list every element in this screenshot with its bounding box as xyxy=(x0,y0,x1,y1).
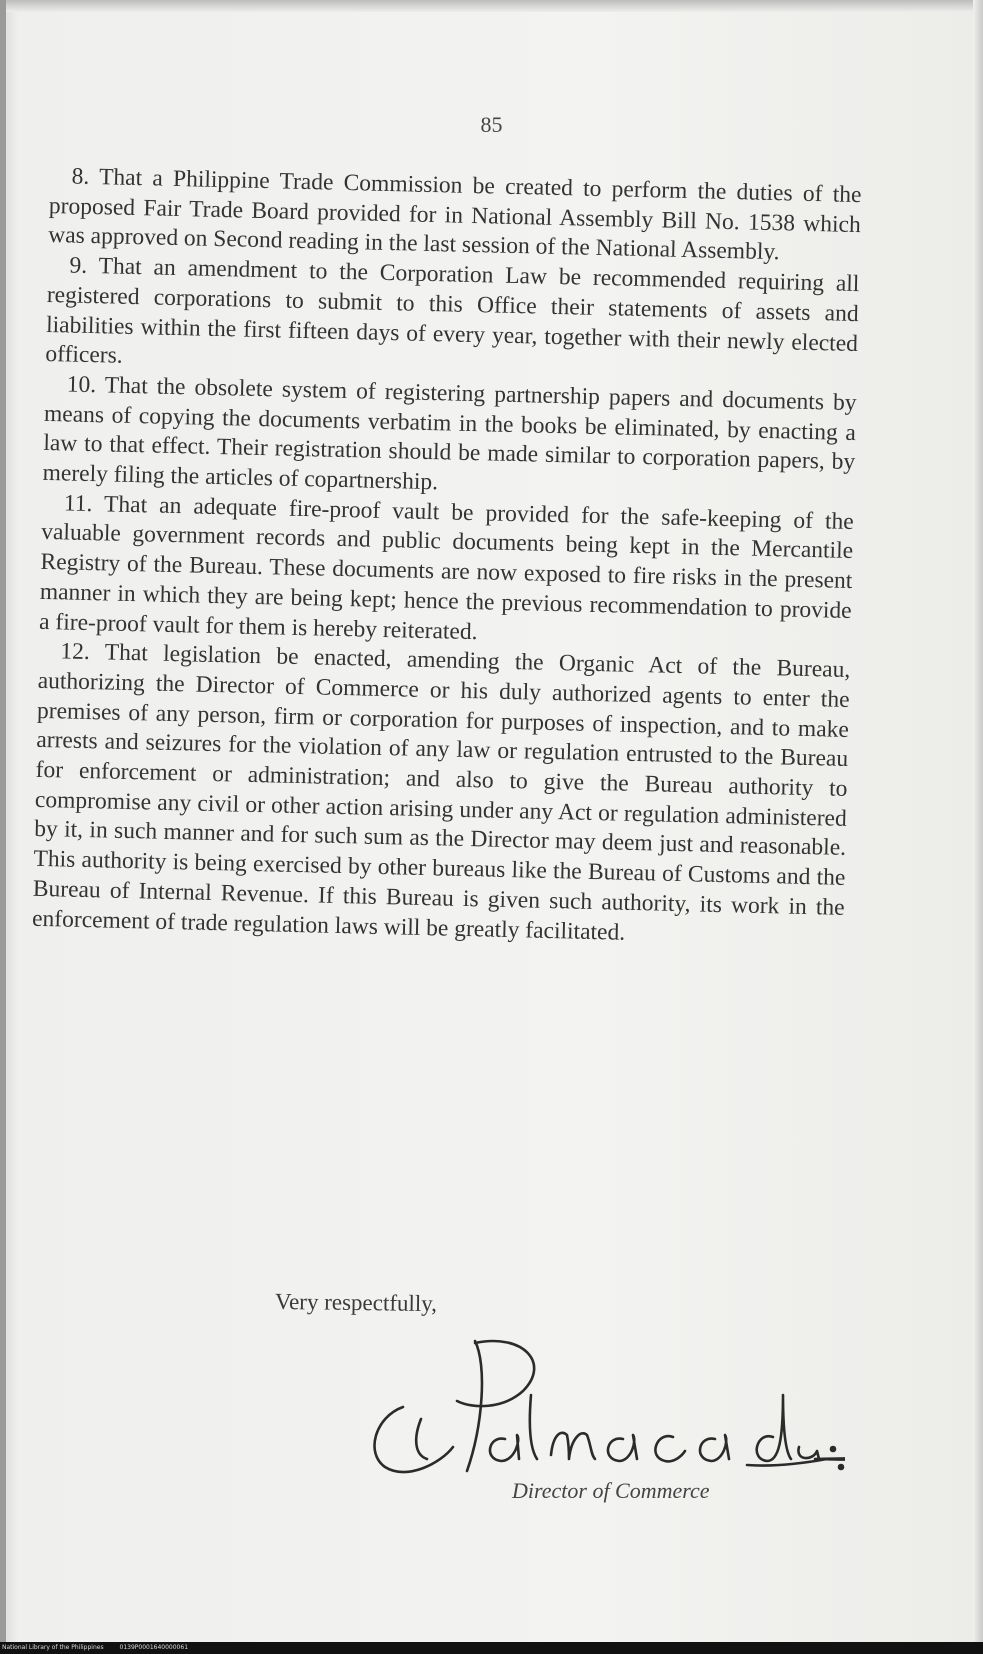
paragraph-10: 10. That the obsolete system of registering partnership papers and documents by means of copying the documents verbatim in the books be eliminated, by enacting a law to that effect. Their registration should be made similar to corporation papers, by merely filing the articles of copartnership. xyxy=(42,371,857,496)
handwritten-signature xyxy=(355,1335,845,1485)
page-number: 85 xyxy=(480,112,503,137)
body-text xyxy=(32,162,862,953)
closing-salutation: Very respectfully, xyxy=(274,1288,438,1317)
paragraph-8: 8. That a Philippine Trade Commission be created to perform the duties of the proposed Fair Trade Board provided for in National Assembly Bill No. 1538 which was approved on Second reading in the last session of the National Assembly. xyxy=(47,163,862,266)
paragraph-9: 9. That an amendment to the Corporation Law be recommended requiring all registered corporations to submit to this Office their statements of assets and liabilities within the first fifteen days of every year, together with their newly elected officers. xyxy=(45,252,860,369)
paragraph-12: 12. That legislation be enacted, amending the Organic Act of the Bureau, authorizing the Director of Commerce or his duly authorized agents to enter the premises of any person, firm or corporation for purposes of inspection, and to make arrests and seizures for the violation of any law or regulation entrusted to the Bureau for enforcement or administration; and also to give the Bureau authority to compromise any civil or other action arising under any Act or regulation administered by it, in such manner and for such sum as the Director may deem just and reasonable. This authority is being exercised by other bureaus like the Bureau of Customs and the Bureau of Internal Revenue. If this Bureau is given such authority, its work in the enforcement of trade regulation laws will be greatly facilitated. xyxy=(31,638,851,946)
library-name: National Library of the Philippines xyxy=(2,1644,104,1651)
scan-footer xyxy=(0,1642,983,1654)
paragraph-11: 11. That an adequate fire-proof vault be provided for the safe-keeping of the valuable government records and public documents being kept in the Mercantile Registry of the Bureau. These documents are now exposed to fire risks in the present manner in which they are being kept; hence the previous recommendation to provide a fire-proof vault for them is hereby reiterated. xyxy=(38,490,855,645)
page-top-shadow xyxy=(0,0,983,12)
page-right-shadow xyxy=(973,0,983,1654)
signatory-title: Director of Commerce xyxy=(512,1478,710,1503)
scan-code: 0139P0001640000061 xyxy=(119,1644,189,1651)
page-left-edge xyxy=(0,0,6,1654)
